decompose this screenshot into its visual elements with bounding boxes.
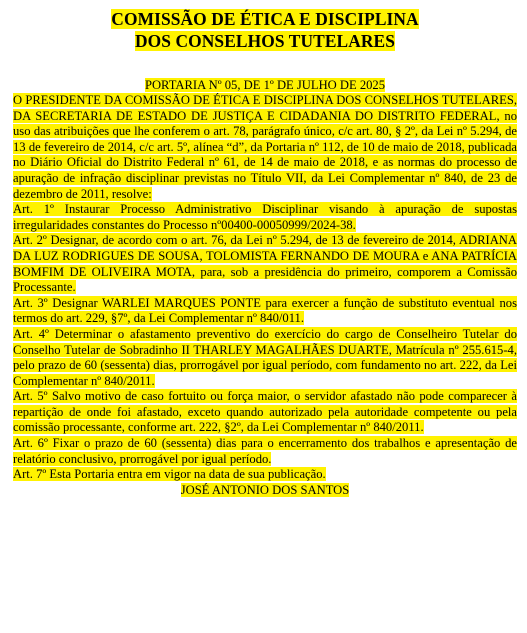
article-5: Art. 5º Salvo motivo de caso fortuito ou força maior, o servidor afastado não pode comparecer à repartição de onde foi afastado, exceto quando autorizado pela autoridade competente ou pela comissão processante, conforme art. 222, §2º, da Lei Complementar nº 840/2011.	[13, 389, 517, 435]
signature-name: JOSÉ ANTONIO DOS SANTOS	[180, 482, 350, 497]
portaria-heading: PORTARIA Nº 05, DE 1º DE JULHO DE 2025	[144, 78, 386, 92]
article-1: Art. 1º Instaurar Processo Administrativo Disciplinar visando à apuração de supostas irregularidades constantes do Processo nº00400-00050999/2024-38.	[13, 202, 517, 232]
title-line-1: COMISSÃO DE ÉTICA E DISCIPLINA	[111, 9, 419, 29]
article-3: Art. 3º Designar WARLEI MARQUES PONTE para exercer a função de substituto eventual nos termos do art. 229, §7º, da Lei Complementar nº 840/011.	[13, 295, 517, 326]
article-6: Art. 6º Fixar o prazo de 60 (sessenta) dias para o encerramento dos trabalhos e apresentação de relatório conclusivo, prorrogável por igual período.	[13, 436, 517, 466]
document-title	[13, 8, 517, 52]
preamble-paragraph: O PRESIDENTE DA COMISSÃO DE ÉTICA E DISCIPLINA DOS CONSELHOS TUTELARES, DA SECRETARIA DE ESTADO DE JUSTIÇA E CIDADANIA DO DISTRITO FEDERAL, no uso das atribuições que lhe conferem o art. 78, parágrafo único, c/c art. 80, § 2º, da Lei nº 5.294, de 13 de fevereiro de 2014, c/c art. 5º, alínea “d”, da Portaria nº 112, de 10 de maio de 2018, publicada no Diário Oficial do Distrito Federal nº 61, de 14 de maio de 2018, e as normas do processo de apuração de infração disciplinar previstas no Título VII, da Lei Complementar nº 840, de 23 de dezembro de 2011, resolve:	[13, 93, 517, 201]
article-7: Art. 7º Esta Portaria entra em vigor na data de sua publicação.	[13, 467, 326, 482]
article-4: Art. 4º Determinar o afastamento preventivo do exercício do cargo de Conselheiro Tutelar do Conselho Tutelar de Sobradinho II THARLEY MAGALHÃES DUARTE, Matrícula nº 255.615-4, pelo prazo de 60 (sessenta) dias, prorrogável por igual período, com fundamento no art. 222, da Lei Complementar nº 840/2011.	[13, 326, 517, 388]
article-2: Art. 2º Designar, de acordo com o art. 76, da Lei nº 5.294, de 13 de fevereiro de 2014, ADRIANA DA LUZ RODRIGUES DE SOUSA, TOLOMISTA FERNANDO DE MOURA e ANA PATRÍCIA BOMFIM DE OLIVEIRA MOTA, para, sob a presidência do primeiro, comporem a Comissão Processante.	[13, 233, 517, 295]
title-line-2: DOS CONSELHOS TUTELARES	[134, 31, 396, 51]
